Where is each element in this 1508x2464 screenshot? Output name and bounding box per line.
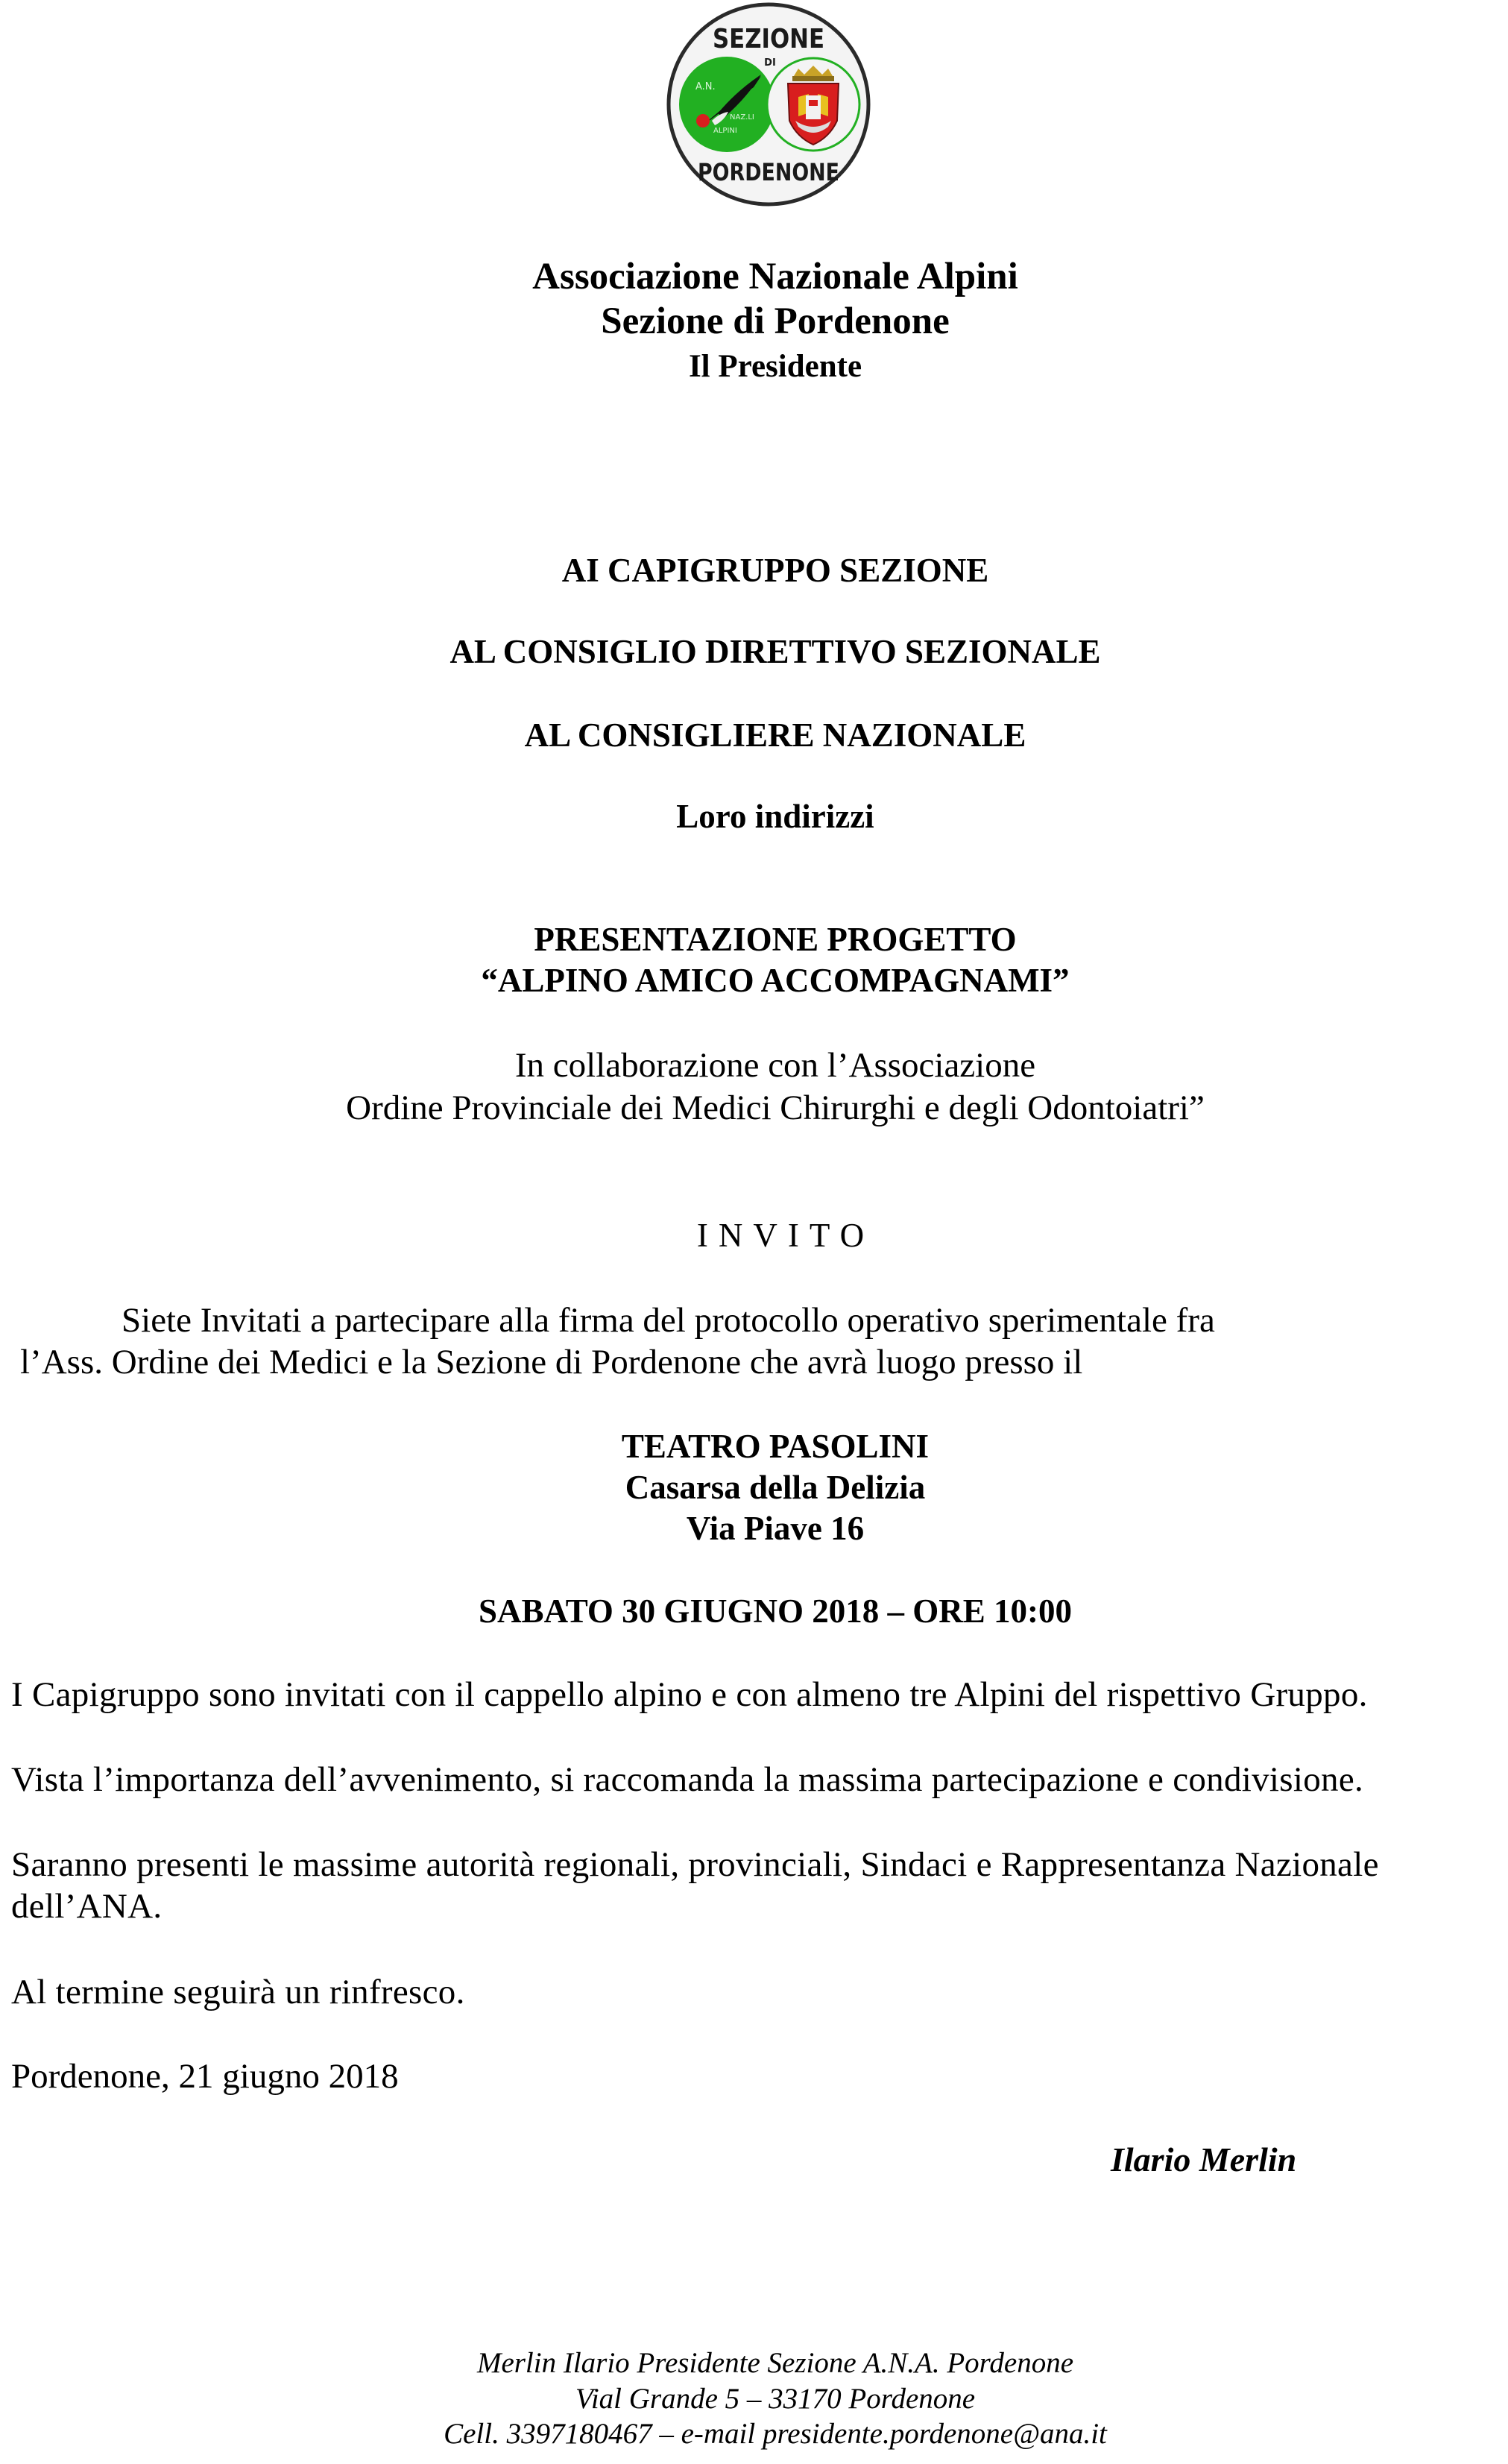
logo-badge-text-1: A.N. (695, 81, 716, 92)
recipient-note: Loro indirizzi (676, 798, 874, 835)
invitation-text-line-1: Siete Invitati a partecipare alla firma del protocollo operativo sperimentale fra (122, 1301, 1215, 1340)
invitation-text-line-2: l’Ass. Ordine dei Medici e la Sezione di Pordenone che avrà luogo presso il (20, 1343, 1083, 1381)
subject-project-name: “ALPINO AMICO ACCOMPAGNAMI” (481, 962, 1070, 999)
logo-bottom-text: PORDENONE (698, 158, 839, 186)
footer-line-2: Vial Grande 5 – 33170 Pordenone (575, 2383, 976, 2415)
header-section-name: Sezione di Pordenone (601, 300, 950, 342)
paragraph-capigruppo: I Capigruppo sono invitati con il cappello alpino e con almeno tre Alpini del rispettivo Gruppo. (11, 1675, 1368, 1714)
paragraph-refreshment: Al termine seguirà un rinfresco. (11, 1973, 465, 2011)
header-association-name: Associazione Nazionale Alpini (532, 256, 1018, 297)
logo-middle-text: DI (764, 57, 776, 69)
recipient-capigruppo: AI CAPIGRUPPO SEZIONE (561, 552, 989, 589)
invito-heading: INVITO (696, 1217, 875, 1254)
signature: Ilario Merlin (1111, 2140, 1297, 2178)
recipient-consiglio-direttivo: AL CONSIGLIO DIRETTIVO SEZIONALE (449, 633, 1101, 670)
logo-emblem-icon (666, 1, 871, 207)
paragraph-importance: Vista l’importanza dell’avvenimento, si raccomanda la massima partecipazione e condivisione. (11, 1760, 1364, 1799)
venue-name: TEATRO PASOLINI (621, 1428, 930, 1465)
event-datetime: SABATO 30 GIUGNO 2018 – ORE 10:00 (479, 1592, 1072, 1630)
recipient-consigliere-nazionale: AL CONSIGLIERE NAZIONALE (524, 716, 1026, 754)
subject-title: PRESENTAZIONE PROGETTO (534, 921, 1017, 958)
footer-line-3: Cell. 3397180467 – e-mail presidente.pordenone@ana.it (444, 2418, 1107, 2450)
paragraph-authorities-line-2: dell’ANA. (11, 1887, 163, 1926)
header-role: Il Presidente (688, 349, 862, 384)
venue-address: Via Piave 16 (686, 1510, 865, 1547)
logo-badge-text-3: ALPINI (713, 127, 737, 135)
place-date: Pordenone, 21 giugno 2018 (11, 2057, 399, 2096)
footer-line-1: Merlin Ilario Presidente Sezione A.N.A. Pordenone (476, 2347, 1074, 2379)
paragraph-authorities-line-1: Saranno presenti le massime autorità regionali, provinciali, Sindaci e Rappresentanza Nazionale (11, 1845, 1379, 1884)
collaboration-line-1: In collaborazione con l’Associazione (514, 1046, 1036, 1085)
logo-top-text: SEZIONE (713, 24, 824, 54)
venue-town: Casarsa della Delizia (625, 1469, 926, 1506)
collaboration-line-2: Ordine Provinciale dei Medici Chirurghi e degli Odontoiatri” (346, 1088, 1205, 1127)
sezione-pordenone-logo (666, 1, 871, 207)
logo-badge-text-2: NAZ.LI (730, 113, 754, 122)
